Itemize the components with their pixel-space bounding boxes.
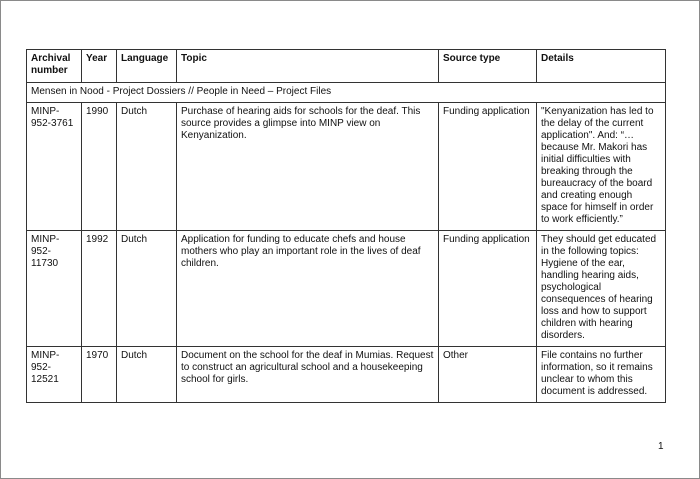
cell-topic: Purchase of hearing aids for schools for the deaf. This source provides a glimpse into MINP view on Kenyanization. xyxy=(177,103,439,231)
cell-source-type: Funding application xyxy=(439,231,537,347)
cell-archival-number: MINP-952-11730 xyxy=(27,231,82,347)
section-title: Mensen in Nood - Project Dossiers // People in Need – Project Files xyxy=(27,83,666,103)
header-details: Details xyxy=(537,50,666,83)
cell-year: 1990 xyxy=(82,103,117,231)
page-number: 1 xyxy=(658,441,664,452)
cell-language: Dutch xyxy=(117,231,177,347)
header-topic: Topic xyxy=(177,50,439,83)
section-row xyxy=(27,83,666,103)
table-row xyxy=(27,347,666,403)
table-header-row xyxy=(27,50,666,83)
table-row xyxy=(27,103,666,231)
cell-year: 1992 xyxy=(82,231,117,347)
header-language: Language xyxy=(117,50,177,83)
cell-archival-number: MINP-952-12521 xyxy=(27,347,82,403)
archive-table xyxy=(26,49,666,403)
cell-details: They should get educated in the following topics: Hygiene of the ear, handling hearing aids, psychological consequences of hearing loss and how to support children with hearing disorders. xyxy=(537,231,666,347)
cell-source-type: Funding application xyxy=(439,103,537,231)
cell-details: "Kenyanization has led to the delay of the current application". And: “… because Mr. Makori has initial difficulties with breaking through the bureaucracy of the board and creating enough space for himself in order to work efficiently.” xyxy=(537,103,666,231)
header-archival-number: Archival number xyxy=(27,50,82,83)
cell-details: File contains no further information, so it remains unclear to whom this document is addressed. xyxy=(537,347,666,403)
cell-topic: Document on the school for the deaf in Mumias. Request to construct an agricultural school and a housekeeping school for girls. xyxy=(177,347,439,403)
cell-source-type: Other xyxy=(439,347,537,403)
header-year: Year xyxy=(82,50,117,83)
cell-year: 1970 xyxy=(82,347,117,403)
table-row xyxy=(27,231,666,347)
cell-language: Dutch xyxy=(117,103,177,231)
cell-topic: Application for funding to educate chefs and house mothers who play an important role in the lives of deaf children. xyxy=(177,231,439,347)
header-source-type: Source type xyxy=(439,50,537,83)
cell-language: Dutch xyxy=(117,347,177,403)
cell-archival-number: MINP-952-3761 xyxy=(27,103,82,231)
